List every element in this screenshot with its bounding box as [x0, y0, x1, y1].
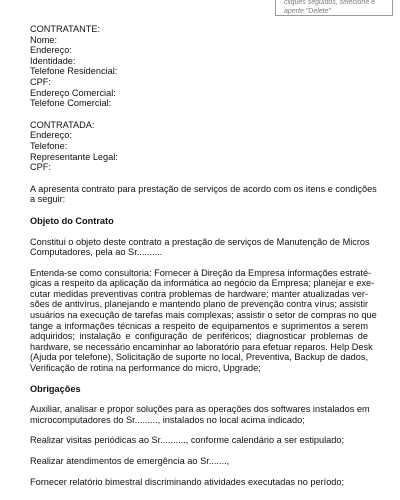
- text-line: cutar medidas preventivas contra problemas de hardware; manter atualizadas ver-: [30, 288, 368, 299]
- contract-document: [30, 24, 377, 487]
- obrigacoes-paragraph-3: Realizar atendimentos de emergência ao Sr.......,: [30, 456, 230, 466]
- text-line: tange a informações técnicas a respeito de equipamentos e suprimentos a serem: [30, 320, 368, 331]
- contratante-field-cpf: CPF:: [30, 76, 51, 87]
- contratada-field-phone: Telefone:: [30, 140, 68, 151]
- obrigacoes-paragraph-1: [30, 404, 368, 425]
- intro-paragraph: [30, 183, 377, 205]
- text-line: gicas a respeito da aplicação da informática ao negócio da Empresa; planejar e exe-: [30, 278, 375, 289]
- objeto-paragraph-2: [30, 267, 377, 374]
- obrigacoes-paragraph-4: Fornecer relatório bimestral discriminando atividades executadas no período;: [30, 476, 345, 487]
- text-line: (Ajuda por telefone), Solicitação de suporte no local, Preventiva, Backup de dados,: [30, 352, 368, 363]
- text-line: Entenda-se como consultoria: Fornecer à Direção da Empresa informações estraté-: [30, 267, 372, 278]
- contratante-field-business-address: Endereço Comercial:: [30, 87, 116, 98]
- contratante-title: CONTRATANTE:: [30, 24, 101, 34]
- text-line: Verificação de rotina na performance do micro, Upgrade;: [30, 363, 261, 374]
- text-line: sões de antivírus, planejando e mantendo plano de prevenção contra vírus; assistir: [30, 299, 369, 310]
- contratante-field-name: Nome:: [30, 34, 58, 45]
- hint-line: aperte "Delete": [284, 7, 331, 15]
- text-line: Constitui o objeto deste contrato a prestação de serviços de Manutenção de Micros: [30, 236, 370, 247]
- contratada-field-address: Endereço:: [30, 130, 72, 141]
- text-line: Computadores, pela ao Sr..........: [30, 247, 163, 258]
- text-line: microcomputadores do Sr........., instalados no local acima indicado;: [30, 414, 305, 425]
- hint-box: [275, 0, 393, 16]
- contratante-field-id: Identidade:: [30, 55, 76, 66]
- obrigacoes-paragraph-2: Realizar visitas periódicas ao Sr.........., conforme calendário a ser estipulado;: [30, 435, 345, 446]
- text-line: usuários na execução de tarefas mais complexas; assistir o setor de compras no que: [30, 310, 377, 321]
- text-line: a seguir:: [30, 194, 66, 205]
- contratada-field-cpf: CPF:: [30, 162, 51, 173]
- text-line: adquiridos; instalação e configuração de periféricos; diagnosticar problemas de: [30, 331, 368, 342]
- contratante-field-home-phone: Telefone Residencial:: [30, 66, 118, 77]
- objeto-paragraph-1: [30, 237, 368, 258]
- section-heading-objeto: Objeto do Contrato: [30, 215, 114, 226]
- text-line: A apresenta contrato para prestação de serviços de acordo com os itens e condições: [30, 183, 377, 194]
- text-line: hardware, se necessário encaminhar ao laboratório para efetuar reparos. Help Desk: [30, 341, 373, 352]
- contratada-field-legal-rep: Representante Legal:: [30, 151, 118, 162]
- hint-line: cliques seguidos, selecione e: [284, 0, 376, 6]
- contratante-field-business-phone: Telefone Comercial:: [30, 98, 112, 109]
- section-heading-obrigacoes: Obrigações: [30, 383, 81, 394]
- contratante-field-address: Endereço:: [30, 45, 72, 56]
- text-line: Auxiliar, analisar e propor soluções para as operações dos softwares instalados em: [30, 404, 370, 415]
- contratada-title: CONTRATADA:: [30, 119, 95, 130]
